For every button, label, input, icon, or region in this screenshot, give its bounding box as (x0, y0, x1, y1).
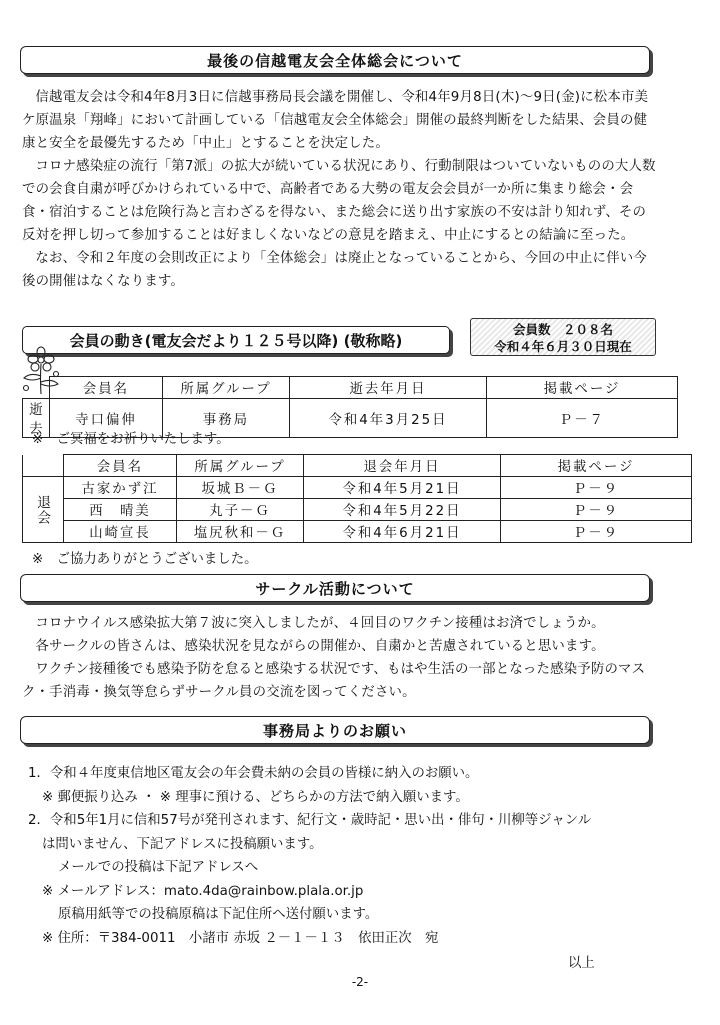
section-title-general-meeting: 最後の信越電友会全体総会について (20, 46, 650, 74)
table-row (23, 521, 692, 543)
deceased-note: ※ ご冥福をお祈りいたします。 (32, 432, 230, 447)
member-page: Ｐ－９ (501, 499, 692, 521)
table-header-row (23, 455, 692, 477)
column-header: 掲載ページ (501, 455, 692, 477)
paragraph: 信越電友会は令和4年8月3日に信越事務局長会議を開催し、令和4年9月8日(木)〜9日(金)に松本市美ケ原温泉「翔峰」において計画している「信越電友会全体総会」開催の最終判断をした結果、会員の健康と安全を最優先するため「中止」とすることを決定した。 (22, 90, 649, 151)
table-header-row (23, 377, 678, 399)
member-group: 事務局 (163, 399, 290, 438)
paragraph: 各サークルの皆さんは、感染状況を見ながらの開催か、自粛かと苦慮されていると思います。 (35, 639, 605, 654)
section-title-members: 会員の動き(電友会だより１２５号以降) (敬称略) (22, 326, 450, 354)
member-date: 令和4年3月25日 (290, 399, 487, 438)
paragraph: コロナ感染症の流行「第7派」の拡大が続いている状況にあり、行動制限はついていないものの大人数での会食自粛が呼びかけられている中で、高齢者である大勢の電友会会員が一か所に集まり総会・会食・宿泊することは危険行為と言わざるを得ない、また総会に送り出す家族の不安は計り知れず、その反対を押し切って参加することは好ましくないなどの意見を踏まえ、中止にするとの結論に至った。 (22, 159, 656, 243)
column-header: 掲載ページ (487, 377, 678, 399)
column-header: 会員名 (50, 377, 163, 399)
member-page: Ｐ－９ (501, 477, 692, 499)
member-date: 令和4年5月21日 (304, 477, 501, 499)
column-header: 退会年月日 (304, 455, 501, 477)
paragraph: なお、令和２年度の会則改正により「全体総会」は廃止となっていることから、今回の中止に伴い今後の開催はなくなります。 (22, 251, 647, 289)
section-title-circle: サークル活動について (20, 574, 650, 602)
column-header: 逝去年月日 (290, 377, 487, 399)
email-line: ※ メールアドレス：mato.4da@rainbow.plala.or.jp (42, 883, 364, 899)
withdrawn-side-label: 退会 (23, 477, 64, 543)
table-row (23, 499, 692, 521)
paragraph: ワクチン接種後でも感染予防を怠ると感染する状況です、もはや生活の一部となった感染予防のマスク・手消毒・換気等怠らずサークル員の交流を図ってください。 (22, 662, 646, 700)
member-count-date: 令和４年６月３０日現在 (494, 339, 632, 354)
closing-text: 以上 (568, 956, 595, 971)
member-count-box (470, 318, 656, 356)
member-group: 坂城Ｂ－Ｇ (177, 477, 304, 499)
member-date: 令和4年6月21日 (304, 521, 501, 543)
column-header: 会員名 (64, 455, 177, 477)
member-group: 丸子－Ｇ (177, 499, 304, 521)
section-title-requests: 事務局よりのお願い (20, 716, 650, 744)
member-page: Ｐ－７ (487, 399, 678, 438)
general-meeting-body (22, 86, 658, 293)
member-group: 塩尻秋和－Ｇ (177, 521, 304, 543)
withdrawn-table (22, 454, 692, 543)
member-name: 山崎宣長 (64, 521, 177, 543)
member-date: 令和4年5月22日 (304, 499, 501, 521)
list-item: は問いません、下記アドレスに投稿願います。 (42, 836, 323, 852)
member-name: 寺口偏伸 (50, 399, 163, 438)
list-item: 1．令和４年度東信地区電友会の年会費未納の会員の皆様に納入のお願い。 (28, 766, 479, 781)
deceased-side-label: 逝去 (23, 399, 50, 438)
member-page: Ｐ－９ (501, 521, 692, 543)
list-item: メールでの投稿は下記アドレスへ (58, 860, 259, 875)
requests-list (22, 762, 672, 950)
member-name: 西 晴美 (64, 499, 177, 521)
address-line: ※ 住所：〒384-0011 小諸市 赤坂 ２－１－１３ 依田正次 宛 (42, 930, 439, 946)
table-row (23, 477, 692, 499)
paragraph: コロナウイルス感染拡大第７波に突入しましたが、４回目のワクチン接種はお済でしょうか。 (35, 616, 605, 631)
circle-body (22, 612, 658, 704)
column-header: 所属グループ (163, 377, 290, 399)
column-header: 所属グループ (177, 455, 304, 477)
member-count: 会員数 ２０８名 (512, 322, 613, 337)
list-item: ※ 郵便振り込み ・ ※ 理事に預ける、どちらかの方法で納入願います。 (42, 789, 469, 805)
page-number: -2- (351, 975, 369, 989)
withdrawn-note: ※ ご協力ありがとうございました。 (32, 552, 258, 567)
list-item: 2．令和5年1月に信和57号が発刊されます、紀行文・歳時記・思い出・俳句・川柳等ジャンル (28, 813, 592, 828)
member-name: 古家かず江 (64, 477, 177, 499)
list-item: 原稿用紙等での投稿原稿は下記住所へ送付願います。 (58, 907, 379, 922)
